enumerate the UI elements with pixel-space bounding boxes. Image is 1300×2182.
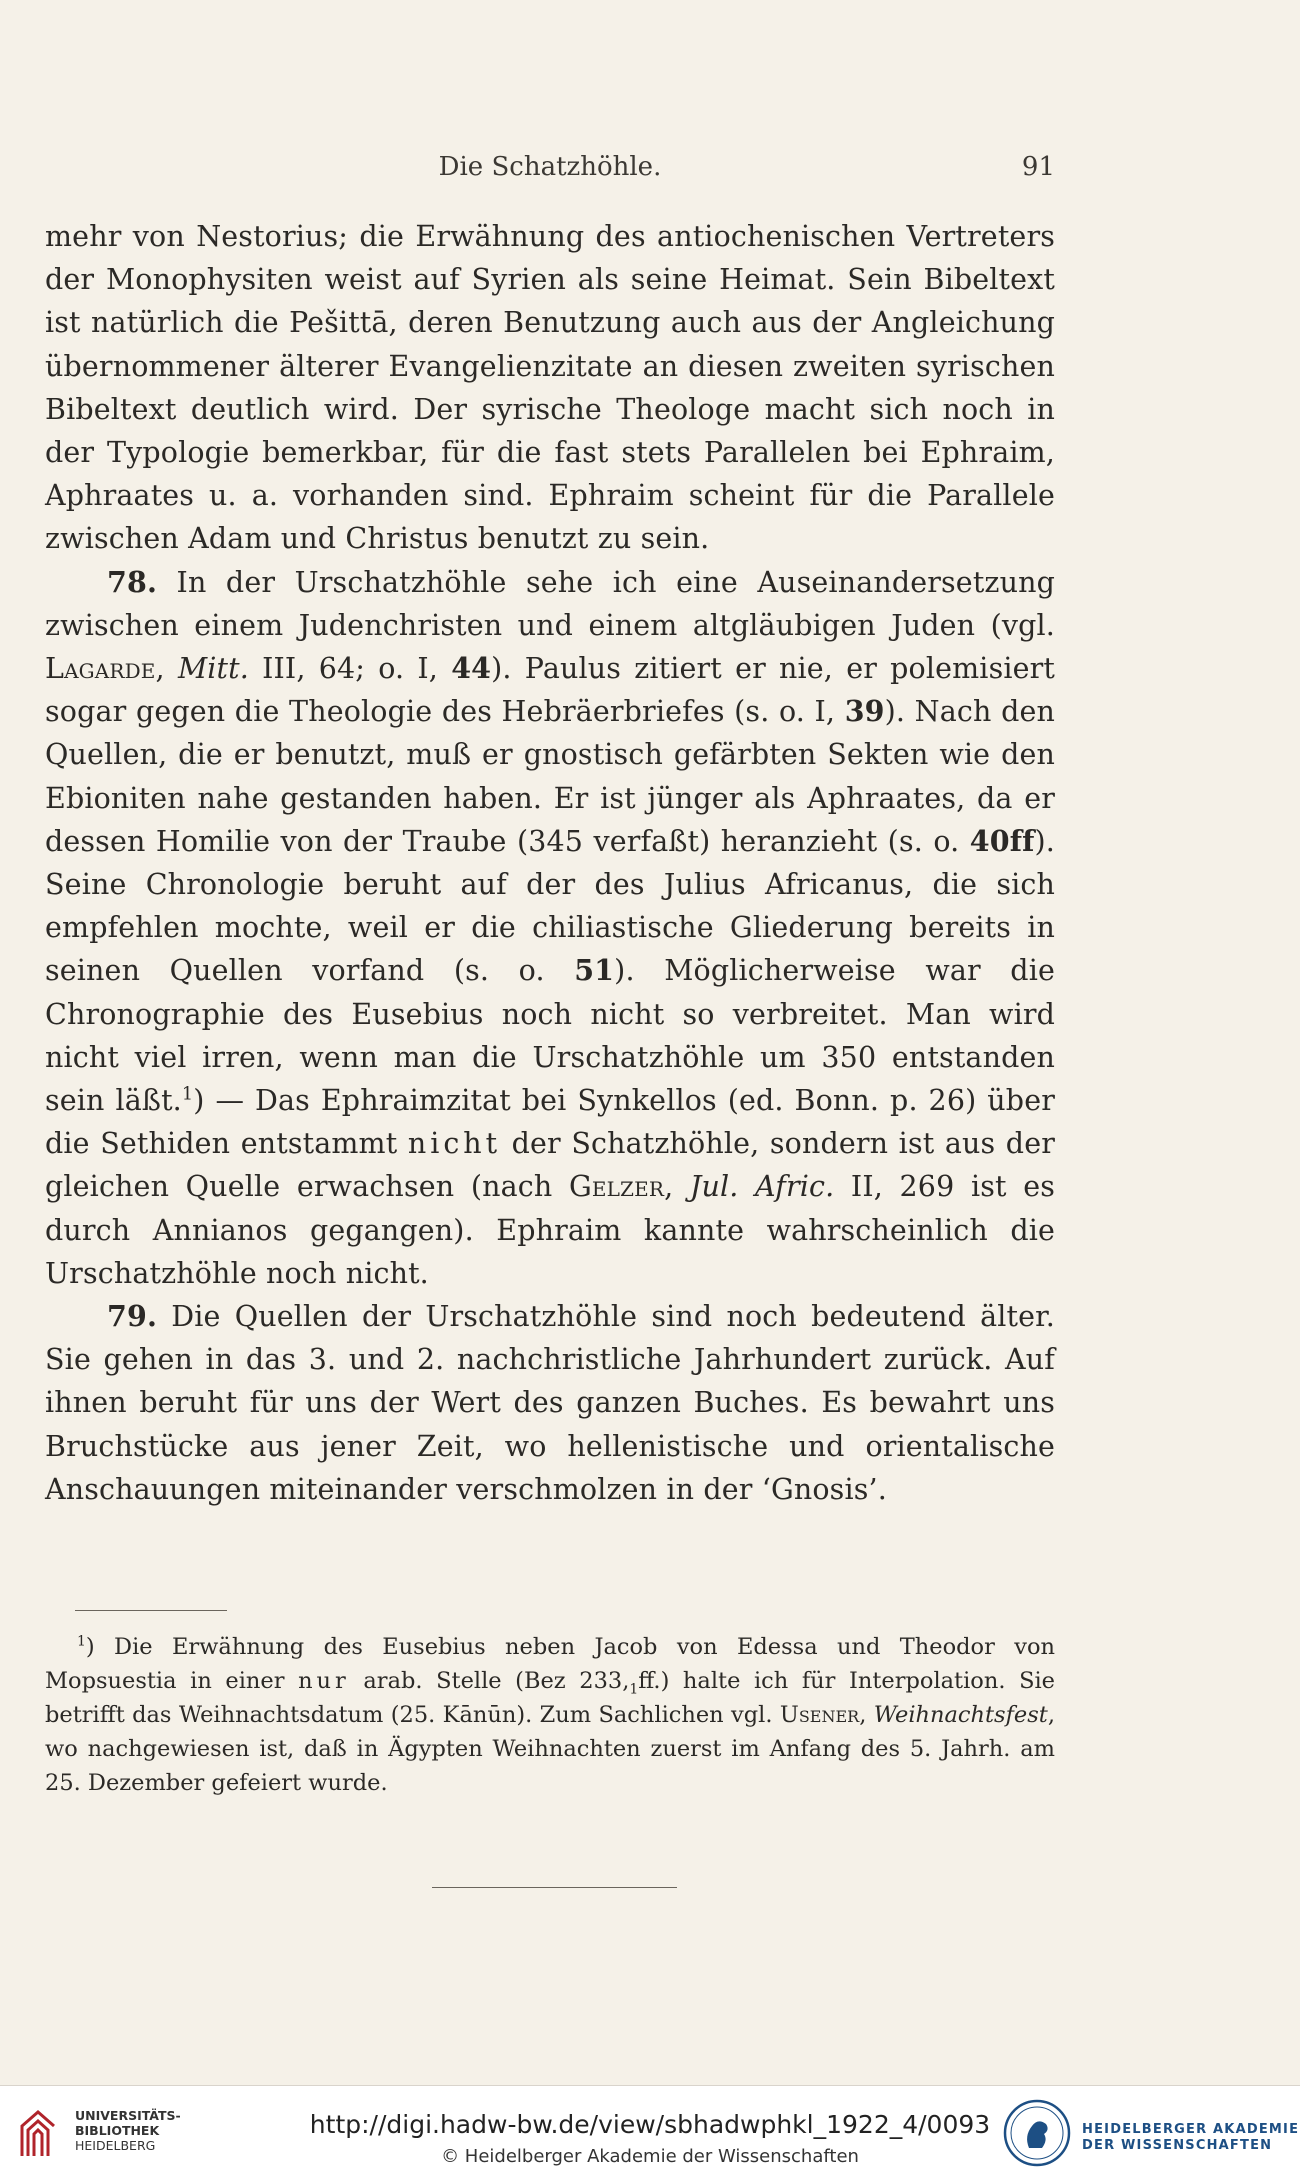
subscript: 1 xyxy=(629,1681,639,1698)
section-number: 79. xyxy=(107,1299,158,1334)
text-run: ). Nach den Quellen, die er benutzt, muß er gnostisch gefärbten Sekten wie den Ebioniten nahe gestanden haben. Er ist jünger als Aphraates, da er dessen Homilie von der Traube (345 verfaßt) heranzieht (s. o. xyxy=(45,695,1055,858)
author-name: Usener xyxy=(779,1702,860,1728)
footnote xyxy=(45,1630,1055,1800)
text-run: , xyxy=(155,652,178,686)
text-run: III, 64; o. I, xyxy=(248,652,452,686)
academy-name-line: DER WISSENSCHAFTEN xyxy=(1082,2138,1273,2153)
viewer-footer xyxy=(0,2085,1300,2182)
text-run: ). Seine Chronologie beruht auf der des Julius Africanus, die sich empfehlen mochte, weil er die chiliastische Gliederung bereits in seinen Quellen vorfand (s. o. xyxy=(45,824,1055,988)
library-name-line: BIBLIOTHEK xyxy=(75,2123,160,2138)
paragraph-79 xyxy=(45,1295,1055,1511)
academy-name-line: HEIDELBERGER AKADEMIE xyxy=(1082,2122,1300,2137)
section-number: 78. xyxy=(107,564,158,599)
page-end-divider xyxy=(432,1887,677,1888)
cross-reference: 51 xyxy=(574,953,615,988)
cross-reference: 39 xyxy=(844,694,885,729)
work-title: Mitt. xyxy=(177,652,249,686)
emphasis: nur xyxy=(298,1668,350,1694)
running-header xyxy=(45,152,1055,192)
author-name: Gelzer xyxy=(568,1170,665,1204)
copyright-notice: © Heidelberger Akademie der Wissenschaften xyxy=(441,2146,859,2167)
text-run: ff.) halte ich für Interpolation. Sie betrifft das Weihnachtsdatum (25. Kānūn). Zum Sachlichen vgl. xyxy=(45,1668,1055,1728)
academy-name xyxy=(1082,2122,1299,2154)
author-name: Lagarde xyxy=(45,652,156,686)
paragraph-78 xyxy=(45,561,1055,1295)
library-name-line: UNIVERSITÄTS- xyxy=(75,2108,181,2123)
academy-seal-icon xyxy=(1002,2098,1072,2168)
paragraph-1: mehr von Nestorius; die Erwähnung des antiochenischen Vertreters der Monophysiten weist auf Syrien als seine Heimat. Sein Bibeltext ist natürlich die Pešittā, deren Benutzung auch aus der Angleichung übernommener älterer Evangelienzitate an diesen zweiten syrischen Bibeltext deutlich wird. Der syrische Theologe macht sich noch in der Typologie bemerkbar, für die fast stets Parallelen bei Ephraim, Aphraates u. a. vorhanden sind. Ephraim scheint für die Parallele zwischen Adam und Christus benutzt zu sein. xyxy=(45,220,1055,556)
footnote-divider xyxy=(75,1610,227,1611)
running-title: Die Schatzhöhle. xyxy=(438,152,662,182)
text-run: ) — Das Ephraimzitat bei Synkellos (ed. Bonn. p. 26) über die Sethiden entstammt xyxy=(45,1084,1055,1161)
cross-reference: 44 xyxy=(451,651,492,686)
work-title: Jul. Afric. xyxy=(689,1170,835,1204)
text-run: ). Paulus zitiert er nie, er polemisiert sogar gegen die Theologie des Hebräerbriefes (s. o. I, xyxy=(45,652,1056,729)
text-run: ) Die Erwähnung des Eusebius neben Jacob von Edessa und Theodor von Mopsuestia in einer xyxy=(45,1634,1055,1694)
permalink-url[interactable]: http://digi.hadw-bw.de/view/sbhadwphkl_1922_4/0093 xyxy=(309,2110,991,2139)
work-title: Weihnachtsfest xyxy=(873,1702,1048,1728)
text-run: II, 269 ist es durch Annianos gegangen). Ephraim kannte wahrscheinlich die Urschatzhöhle noch nicht. xyxy=(45,1170,1055,1290)
text-run: der Schatzhöhle, sondern ist aus der gleichen Quelle erwachsen (nach xyxy=(45,1127,1055,1204)
footnote-marker: 1 xyxy=(77,1633,86,1650)
cross-reference: 40ff xyxy=(969,823,1035,858)
library-name-line: HEIDELBERG xyxy=(75,2138,156,2153)
page-number: 91 xyxy=(1021,152,1055,182)
text-run: , wo nachgewiesen ist, daß in Ägypten Weihnachten zuerst im Anfang des 5. Jahrh. am 25. Dezember gefeiert wurde. xyxy=(45,1702,1055,1796)
footnote-marker: 1 xyxy=(181,1084,194,1105)
footnote-text xyxy=(45,1630,1055,1800)
text-run: , xyxy=(664,1170,690,1204)
emphasis: nicht xyxy=(407,1127,502,1161)
text-run: arab. Stelle (Bez 233, xyxy=(349,1668,630,1694)
text-run: Die Quellen der Urschatzhöhle sind noch bedeutend älter. Sie gehen in das 3. und 2. nachchristliche Jahrhundert zurück. Auf ihnen beruht für uns der Wert des ganzen Buches. Es bewahrt uns Bruchstücke aus jener Zeit, wo hellenistische und orientalische Anschauungen miteinander verschmolzen in der ‘Gnosis’. xyxy=(45,1300,1055,1506)
main-text xyxy=(45,215,1055,1511)
text-run: ). Möglicherweise war die Chronographie des Eusebius noch nicht so verbreitet. Man wird nicht viel irren, wenn man die Urschatzhöhle um 350 entstanden sein läßt. xyxy=(45,954,1055,1118)
text-run: , xyxy=(859,1702,874,1728)
text-run: In der Urschatzhöhle sehe ich eine Auseinandersetzung zwischen einem Judenchristen und einem altgläubigen Juden (vgl. xyxy=(45,565,1055,642)
